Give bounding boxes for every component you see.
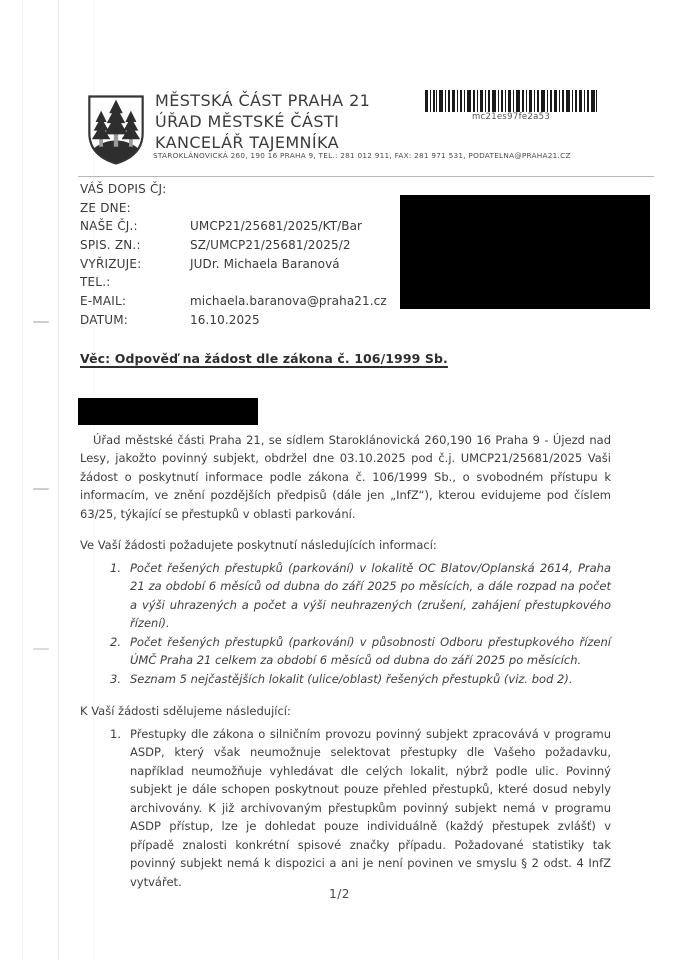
- list-item-number: 3.: [110, 671, 121, 686]
- list-item-text: Přestupky dle zákona o silničním provozu povinný subjekt zpracovává v programu ASDP, který však neumožnuje selektovat přestupky dle Vašeho požadavku, například neumožňuje vyhledávat dle celých lokalit, nýbrž podle ulic. Povinný subjekt je dále schopen poskytnout pouze přehled přestupků, které dosud nebyly archivovány. K již archivovaným přestupkům povinný subjekt nemá v programu ASDP přístup, lze je dohledat pouze individuálně (každý přestupek zvlášť) v případě znalosti konkrétní spisové značky případu. Požadované statistiky tak povinný subjekt nemá k dispozici a ani je není povinen ve smyslu § 2 odst. 4 InfZ vytvářet.: [130, 726, 611, 889]
- list-item-number: 1.: [110, 560, 121, 575]
- meta-row: [80, 294, 410, 313]
- meta-value: JUDr. Michaela Baranová: [190, 256, 340, 271]
- letter-meta-block: [80, 182, 410, 332]
- header-address-line: STAROKLÁNOVICKÁ 260, 190 16 PRAHA 9, TEL.: 281 012 911, FAX: 281 971 531, PODATELNA@PRAHA21.CZ: [153, 151, 571, 160]
- meta-row: [80, 219, 410, 238]
- org-name-line-3: KANCELÁŘ TAJEMNÍKA: [155, 133, 339, 152]
- meta-row: [80, 313, 410, 332]
- list-item-text: Počet řešených přestupků (parkování) v působnosti Odboru přestupkového řízení ÚMČ Praha 21 celkem za období 6 měsíců od dubna do září 2025 po měsících.: [130, 634, 611, 667]
- request-intro-line: Ve Vaší žádosti požadujete poskytnutí následujících informací:: [80, 538, 437, 552]
- answer-list: [80, 725, 611, 892]
- header-divider: [78, 176, 654, 177]
- barcode-icon: [425, 90, 597, 112]
- meta-label: E-MAIL:: [80, 294, 127, 309]
- redaction-box-addressee: [400, 195, 650, 309]
- barcode-block: [425, 90, 597, 122]
- meta-row: [80, 201, 410, 220]
- meta-row: [80, 182, 410, 201]
- request-list: [80, 559, 611, 689]
- list-item: [80, 725, 611, 892]
- meta-value: michaela.baranova@praha21.cz: [190, 294, 387, 309]
- meta-row: [80, 257, 410, 276]
- fold-mark: [33, 488, 49, 490]
- org-name-line-2: ÚŘAD MĚSTSKÉ ČÁSTI: [155, 112, 340, 131]
- meta-label: VYŘIZUJE:: [80, 256, 142, 271]
- meta-value: 16.10.2025: [190, 312, 260, 327]
- fold-mark: [33, 321, 49, 323]
- meta-row: [80, 275, 410, 294]
- meta-value: SZ/UMCP21/25681/2025/2: [190, 238, 351, 253]
- meta-label: ZE DNE:: [80, 200, 131, 215]
- paragraph-introduction: Úřad městské části Praha 21, se sídlem Staroklánovická 260,190 16 Praha 9 - Újezd nad Lesy, jakožto povinný subjekt, obdržel dne 03.10.2025 pod č.j. UMCP21/25681/2025 Vaši žádost o poskytnutí informace podle zákona č. 106/1999 Sb., o svobodném přístupu k informacím, ve znění pozdějších předpisů (dále jen „InfZ“), kterou evidujeme pod číslem 63/25, týkající se přestupků v oblasti parkování.: [80, 432, 611, 521]
- coat-of-arms-icon: [85, 91, 147, 169]
- list-item: [80, 670, 611, 689]
- meta-label: VÁŠ DOPIS ČJ:: [80, 182, 167, 196]
- scan-streak: [22, 0, 23, 960]
- org-name-block: [155, 90, 370, 153]
- scan-streak: [58, 0, 59, 960]
- meta-value: UMCP21/25681/2025/KT/Bar: [190, 219, 363, 234]
- list-item: [80, 633, 611, 670]
- list-item-text: Seznam 5 nejčastějších lokalit (ulice/oblast) řešených přestupků (viz. bod 2).: [130, 671, 573, 686]
- meta-label: SPIS. ZN.:: [80, 238, 141, 253]
- answer-intro-line: K Vaší žádosti sdělujeme následující:: [80, 704, 291, 718]
- list-item-number: 2.: [110, 634, 121, 649]
- redaction-box-salutation: [78, 398, 258, 425]
- org-name-line-1: MĚSTSKÁ ČÁST PRAHA 21: [155, 91, 371, 110]
- meta-label: TEL.:: [80, 275, 111, 290]
- letter-body: [80, 350, 611, 891]
- page-number: 1/2: [329, 887, 350, 901]
- meta-label: NAŠE ČJ.:: [80, 219, 138, 234]
- barcode-code-text: mc21es97fe2a53: [471, 112, 551, 122]
- subject-line: Věc: Odpověď na žádost dle zákona č. 106/1999 Sb.: [80, 351, 448, 366]
- meta-row: [80, 238, 410, 257]
- list-item-text: Počet řešených přestupků (parkování) v lokalitě OC Blatov/Oplanská 2614, Praha 21 za období 6 měsíců od dubna do září 2025 po měsících, a dále rozpad na počet a výši uhrazených a počet a výši neuhrazených (zrušení, zahájení přestupkového řízení).: [130, 560, 611, 630]
- meta-label: DATUM:: [80, 312, 129, 327]
- list-item: [80, 559, 611, 633]
- list-item-number: 1.: [110, 726, 121, 741]
- fold-mark: [33, 648, 49, 650]
